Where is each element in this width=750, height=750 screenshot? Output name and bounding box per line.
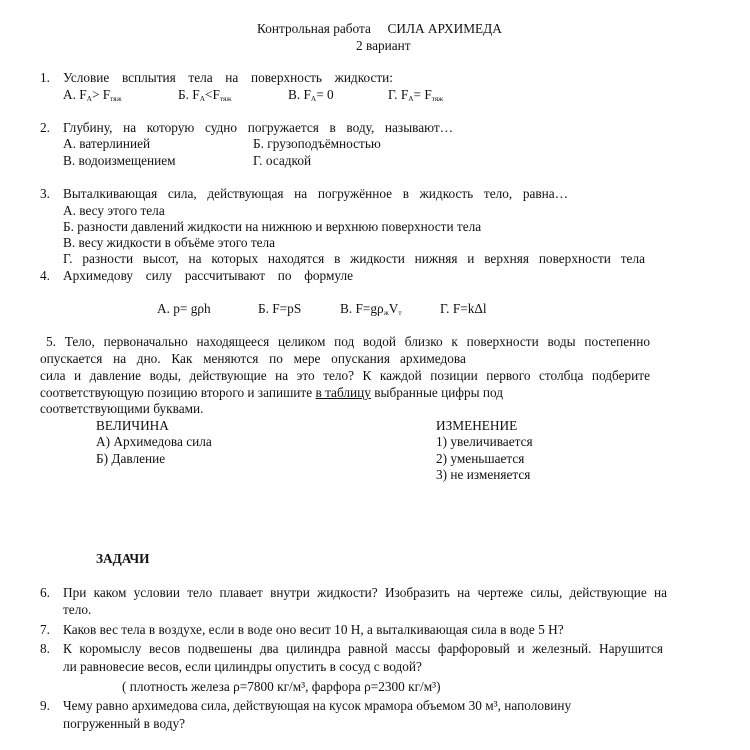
tasks-title: ЗАДАЧИ <box>96 551 150 566</box>
q6-line-1: При каком условии тело плавает внутри жидкости? Изобразить на чертеже силы, действующие на <box>63 585 667 600</box>
q4-option-a: А. p= gρh <box>157 301 211 316</box>
q3-option-b: Б. разности давлений жидкости на нижнюю и верхнюю поверхности тела <box>63 219 482 234</box>
q5-line-3: сила и давление воды, действующие на это тело? К каждой позиции первого столбца подберите <box>40 368 650 383</box>
q3-text: Выталкивающая сила, действующая на погружённое в жидкость тело, равна… <box>63 186 568 201</box>
table-link: в таблицу <box>315 385 371 400</box>
q3-option-g: Г. разности высот, на которых находятся в жидкости нижняя и верхняя поверхности тела <box>63 251 645 266</box>
q5-line-1: 5. Тело, первоначально находящееся целиком под водой близко к поверхности воды постепенно <box>46 334 650 349</box>
q5-line-4: соответствующую позицию второго и запишите в таблицу выбранные цифры под <box>40 385 504 400</box>
q8-line-3: ( плотность железа ρ=7800 кг/м³, фарфора ρ=2300 кг/м³) <box>122 679 441 694</box>
q2-option-b: Б. грузоподъёмностью <box>253 136 381 151</box>
q2-option-a: А. ватерлинией <box>63 136 151 151</box>
q5-col2-title: ИЗМЕНЕНИЕ <box>436 418 518 433</box>
q2-option-g: Г. осадкой <box>253 153 312 168</box>
q1-text: Условие всплытия тела на поверхность жидкости: <box>63 70 393 85</box>
q3-option-v: В. весу жидкости в объёме этого тела <box>63 235 276 250</box>
q5-col2-item-1: 1) увеличивается <box>436 434 533 449</box>
q1-option-g: Г. $F_A= F_{тяж}$ <box>388 87 444 103</box>
q5-line-2-tail: архимедова <box>400 351 466 366</box>
q4-option-v: В. $F=g\rho_жV_т$ <box>340 301 402 317</box>
title-topic: СИЛА АРХИМЕДА <box>387 21 502 36</box>
q5-line-5: соответствующими буквами. <box>40 401 204 416</box>
q9-line-1: Чему равно архимедова сила, действующая на кусок мрамора объемом 30 м³, наполовину <box>63 698 572 713</box>
q2-text: Глубину, на которую судно погружается в воду, называют… <box>63 120 453 135</box>
q7-line-1: Каков вес тела в воздухе, если в воде оно весит 10 Н, а выталкивающая сила в воде 5 Н? <box>63 622 564 637</box>
q9-line-2: погруженный в воду? <box>63 716 186 731</box>
title-label: Контрольная работа <box>257 21 371 36</box>
q4-option-g: Г. F=kΔl <box>440 301 487 316</box>
q1-number: 1. <box>40 70 50 85</box>
q8-line-2: ли равновесие весов, если цилиндры опустить в сосуд с водой? <box>63 659 422 674</box>
q5-col1-title: ВЕЛИЧИНА <box>96 418 169 433</box>
worksheet-title <box>257 21 502 37</box>
q4-text: Архимедову силу рассчитывают по формуле <box>63 268 353 283</box>
q3-number: 3. <box>40 186 50 201</box>
q1-option-a: А. $F_A> F_{тяж}$ <box>63 87 122 103</box>
q8-line-1: К коромыслу весов подвешены два цилиндра равной массы фарфоровый и железный. Нарушится <box>63 641 663 656</box>
q1-option-v: В. $F_A= 0$ <box>288 87 334 103</box>
variant-label: 2 вариант <box>356 38 411 53</box>
q2-number: 2. <box>40 120 50 135</box>
q8-number: 8. <box>40 641 50 656</box>
q5-col2-item-3: 3) не изменяется <box>436 467 531 482</box>
q6-line-2: тело. <box>63 602 92 617</box>
q4-option-b: Б. F=pS <box>258 301 302 316</box>
q5-line-2: опускается на дно. Как меняются по мере опускания <box>40 351 390 366</box>
q7-number: 7. <box>40 622 50 637</box>
q5-col2-item-2: 2) уменьшается <box>436 451 525 466</box>
q5-col1-item-a: А) Архимедова сила <box>96 434 212 449</box>
q6-number: 6. <box>40 585 50 600</box>
q4-number: 4. <box>40 268 50 283</box>
q3-option-a: А. весу этого тела <box>63 203 165 218</box>
q9-number: 9. <box>40 698 50 713</box>
q1-option-b: Б. $F_A<F_{тяж}$ <box>178 87 232 103</box>
q2-option-v: В. водоизмещением <box>63 153 176 168</box>
q5-col1-item-b: Б) Давление <box>96 451 166 466</box>
